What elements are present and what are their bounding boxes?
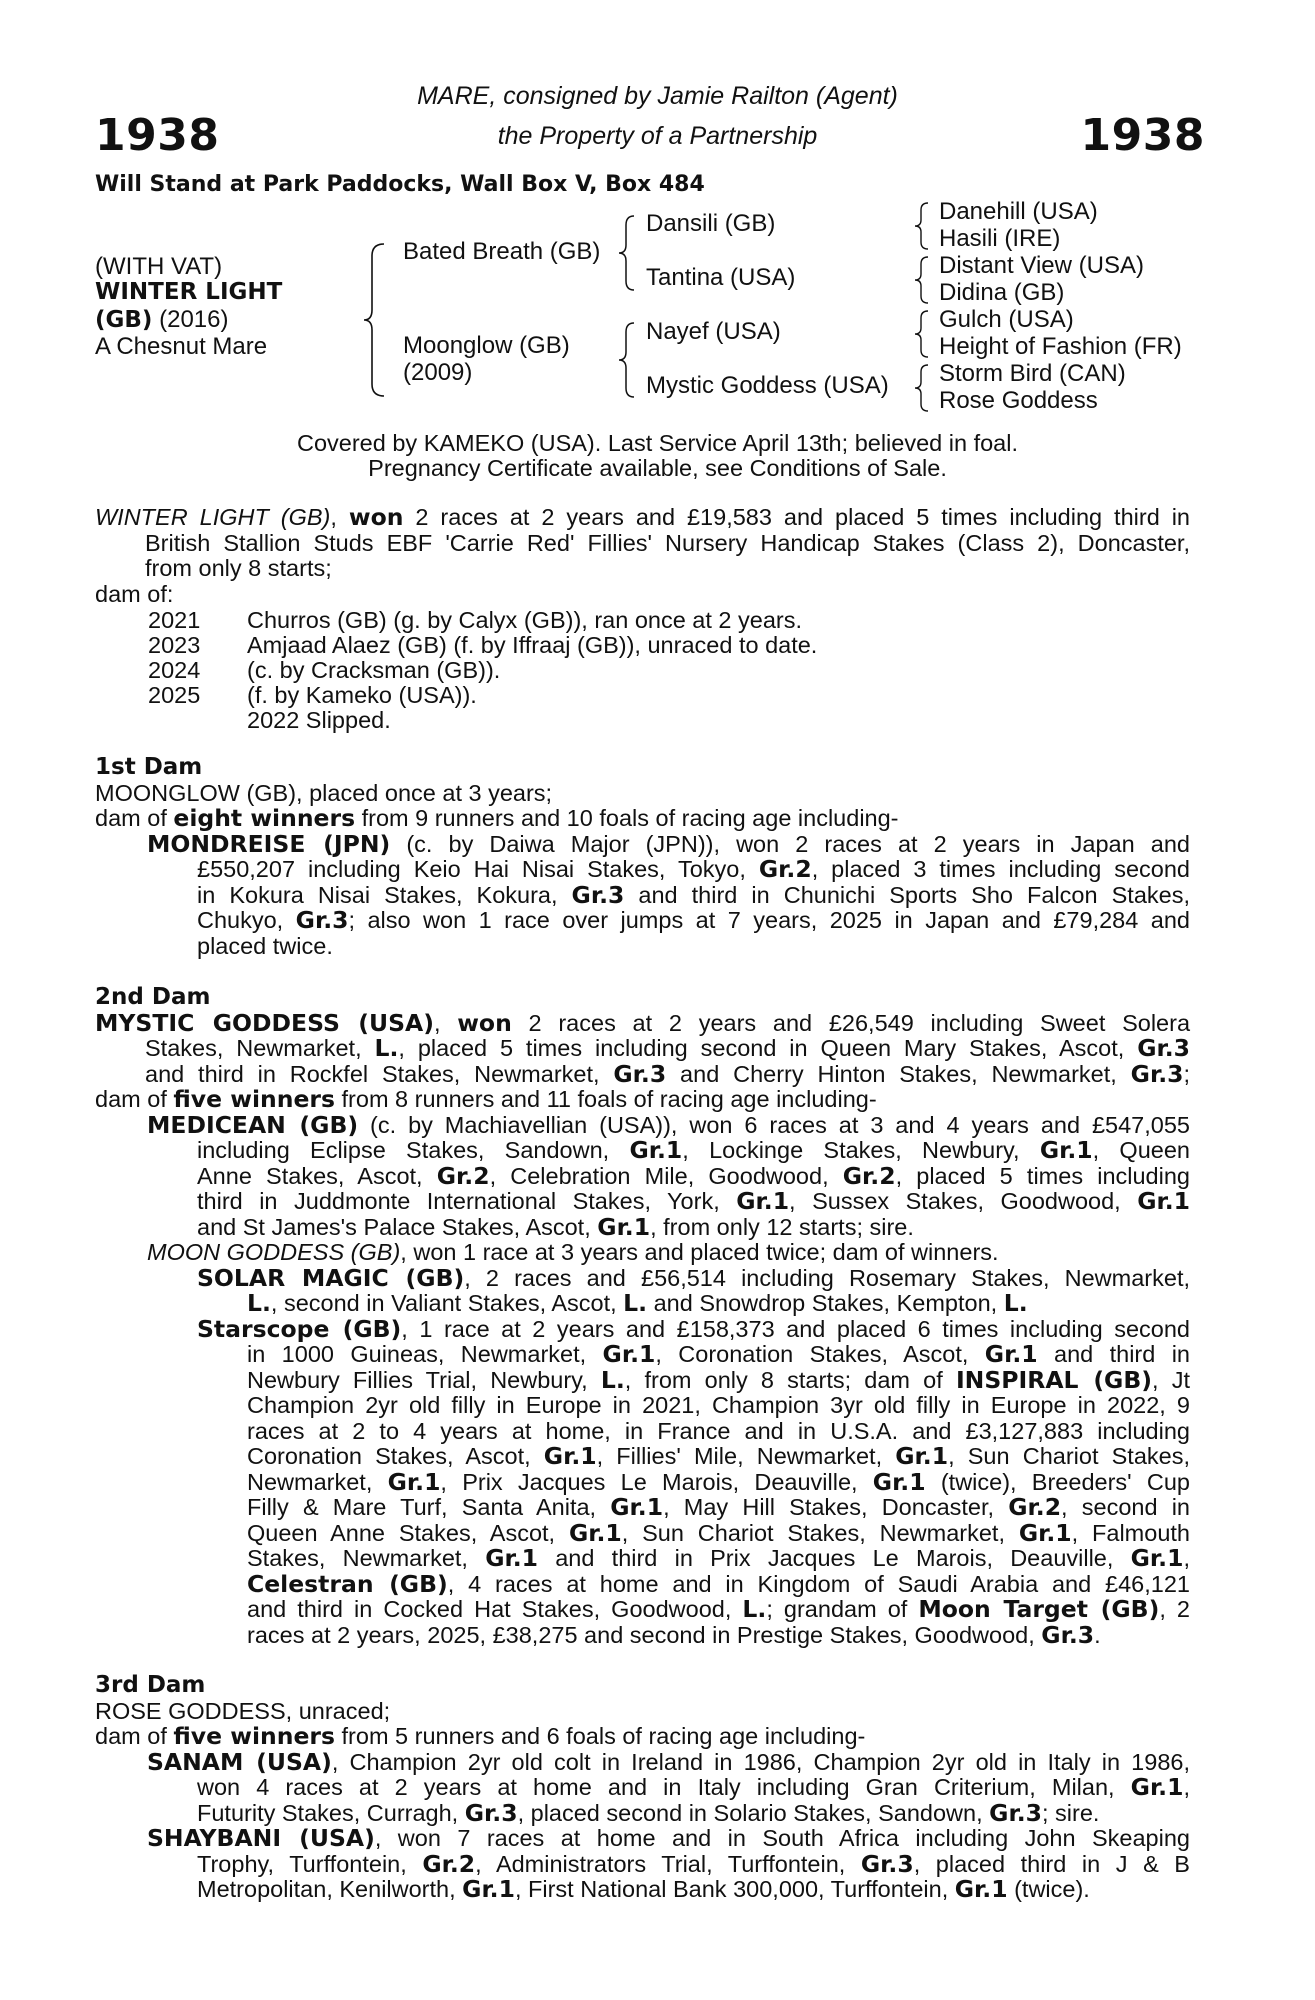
progeny-name: MOON GODDESS (GB) — [147, 1239, 401, 1265]
dam-dam: Mystic Goddess (USA) — [646, 372, 889, 399]
progeny-text: won 4 races at 2 years at home and in Italy including Gran Criterium, Milan, — [197, 1774, 1131, 1800]
progeny-text: in 1000 Guineas, Newmarket, — [247, 1341, 603, 1367]
dam-of-pre: dam of — [95, 1723, 174, 1749]
grade: Gr.1 — [485, 1544, 538, 1572]
progeny-text: and third in Cocked Hat Stakes, Goodwood, — [247, 1596, 743, 1622]
progeny-text: , Administrators Trial, Turffontein, — [475, 1850, 861, 1877]
grade: Gr.2 — [842, 1161, 896, 1190]
progeny-text: Chukyo, — [197, 907, 296, 933]
gen3-distant-view: Distant View (USA) — [939, 252, 1144, 279]
progeny-text: , Sun Chariot Stakes, — [948, 1443, 1190, 1469]
progeny-text: £550,207 including Keio Hai Nisai Stakes, Tokyo, — [197, 856, 759, 882]
vat-note: (WITH VAT) — [95, 253, 223, 280]
progeny-text: , won 1 race at 3 years and placed twice; dam of winners. — [400, 1239, 999, 1265]
grade: Gr.3 — [295, 906, 349, 934]
intro-name: WINTER LIGHT (GB) — [95, 504, 331, 530]
gen3-didina: Didina (GB) — [939, 279, 1065, 306]
progeny-text: , Queen — [1092, 1137, 1190, 1163]
progeny-text: Futurity Stakes, Curragh, — [197, 1799, 465, 1826]
progeny-text: races at 2 to 4 years at home, in France and in U.S.A. and £3,127,883 including — [247, 1417, 1190, 1444]
grade: Gr.1 — [543, 1442, 597, 1470]
pedigree-brace-sire — [614, 213, 640, 293]
progeny-text: , Sun Chariot Stakes, Newmarket, — [621, 1519, 1019, 1546]
gen3-gulch: Gulch (USA) — [939, 306, 1074, 333]
foal-text: Churros (GB) (g. by Calyx (GB)), ran once at 2 years. — [247, 607, 803, 633]
progeny-text: Metropolitan, Kenilworth, — [197, 1876, 463, 1902]
third-dam-line1: ROSE GODDESS, unraced; — [95, 1697, 391, 1724]
progeny-text: , 1 race at 2 years and £158,373 and placed 6 times including second — [401, 1315, 1190, 1342]
dam-year: (2009) — [403, 359, 473, 386]
progeny-text: , won 7 races at home and in South Africa including John Skeaping — [374, 1825, 1190, 1851]
grade: Gr.1 — [610, 1493, 664, 1521]
grade: Gr.1 — [602, 1340, 656, 1368]
won-label: won — [457, 1008, 512, 1037]
foal-text: (f. by Kameko (USA)). — [247, 682, 477, 708]
progeny-text: and St James's Palace Stakes, Ascot, — [197, 1213, 598, 1240]
grade: L. — [742, 1595, 767, 1623]
progeny-name: Starscope (GB) — [197, 1314, 402, 1343]
grade: Gr.1 — [387, 1467, 441, 1496]
progeny-text: , from only 8 starts; dam of — [624, 1366, 956, 1393]
dam-of-post: from 9 runners and 10 foals of racing age including- — [355, 805, 899, 831]
progeny-name: MONDREISE (JPN) — [147, 829, 391, 858]
progeny-text: Stakes, Newmarket, — [247, 1545, 486, 1571]
grade: Gr.1 — [872, 1467, 926, 1496]
progeny-text: placed twice. — [197, 932, 333, 959]
progeny-text: , Lockinge Stakes, Newbury, — [682, 1137, 1040, 1163]
grade: Gr.1 — [895, 1442, 949, 1470]
pedigree-brace-main — [360, 240, 390, 400]
progeny-text: Trophy, Turffontein, — [197, 1850, 423, 1877]
progeny-name: SANAM (USA) — [147, 1747, 332, 1776]
progeny-text: third in Juddmonte International Stakes, York, — [197, 1188, 737, 1214]
progeny-text: ; sire. — [1041, 1799, 1100, 1826]
dam-text: , placed 5 times including second in Queen Mary Stakes, Ascot, — [398, 1035, 1138, 1061]
progeny-name: INSPIRAL (GB) — [955, 1365, 1152, 1394]
dam-text: ; — [1183, 1060, 1191, 1087]
progeny-text: Anne Stakes, Ascot, — [197, 1162, 437, 1189]
progeny-text: Filly & Mare Turf, Santa Anita, — [247, 1494, 611, 1520]
progeny-text: , — [1183, 1774, 1190, 1800]
progeny-text: , Fillies' Mile, Newmarket, — [596, 1443, 896, 1469]
progeny-name: Moon Target (GB) — [918, 1595, 1160, 1623]
property-line: the Property of a Partnership — [497, 122, 818, 150]
progeny-text: and third in Prix Jacques Le Marois, Deauville, — [538, 1545, 1131, 1571]
foal-year: 2025 — [148, 682, 201, 708]
grade: Gr.3 — [989, 1798, 1042, 1827]
grade: Gr.1 — [597, 1212, 651, 1241]
grade: Gr.3 — [464, 1798, 518, 1827]
foal-text: (c. by Cracksman (GB)). — [247, 657, 501, 683]
horse-country: (GB) — [95, 307, 153, 333]
grade: Gr.3 — [1137, 1034, 1190, 1062]
first-dam-section — [95, 755, 1190, 959]
foal-year: 2023 — [148, 632, 201, 658]
progeny-text: , Coronation Stakes, Ascot, — [655, 1341, 985, 1367]
grade: Gr.1 — [1130, 1544, 1184, 1572]
grade: Gr.3 — [1130, 1059, 1184, 1088]
grade: Gr.1 — [629, 1136, 683, 1164]
progeny-name: MEDICEAN (GB) — [147, 1110, 359, 1139]
progeny-text: (twice). — [1007, 1876, 1090, 1902]
grade: L. — [247, 1289, 271, 1317]
sire-sire: Dansili (GB) — [646, 210, 776, 237]
grade: Gr.1 — [1039, 1136, 1093, 1164]
dam-of-bold: five winners — [173, 1722, 335, 1750]
horse-description: A Chesnut Mare — [95, 333, 268, 360]
grade: L. — [374, 1034, 399, 1062]
progeny-text: , placed 3 times including second — [811, 856, 1191, 882]
consignment-line: MARE, consigned by Jamie Railton (Agent) — [417, 82, 898, 110]
lot-number-right: 1938 — [1080, 110, 1205, 161]
grade: Gr.1 — [462, 1875, 515, 1903]
progeny-text: and third in — [1037, 1341, 1190, 1367]
progeny-text: Newmarket, — [247, 1468, 388, 1495]
grade: Gr.3 — [571, 880, 625, 909]
dam-text: and third in Rockfel Stakes, Newmarket, — [145, 1060, 614, 1087]
grade: Gr.3 — [613, 1059, 667, 1088]
dam-of-bold: eight winners — [173, 804, 356, 832]
stand-location: Will Stand at Park Paddocks, Wall Box V, Box 484 — [95, 172, 705, 197]
gen3-danehill: Danehill (USA) — [939, 198, 1098, 225]
progeny-text: (c. by Machiavellian (USA)), won 6 races at 3 and 4 years and £547,055 — [358, 1111, 1190, 1138]
pedigree-brace-dam — [614, 320, 640, 400]
gen3-hasili: Hasili (IRE) — [939, 225, 1061, 252]
progeny-text: in Kokura Nisai Stakes, Kokura, — [197, 881, 572, 908]
progeny-text: , placed second in Solario Stakes, Sandown, — [517, 1799, 990, 1826]
progeny-text: , 4 races at home and in Kingdom of Saudi Arabia and £46,121 — [447, 1570, 1190, 1597]
lot-number-left: 1938 — [95, 110, 220, 161]
progeny-text: and third in Chunichi Sports Sho Falcon Stakes, — [624, 881, 1190, 908]
progeny-text: . — [1094, 1621, 1101, 1648]
progeny-text: and Snowdrop Stakes, Kempton, — [647, 1290, 1004, 1316]
progeny-text: , Falmouth — [1071, 1519, 1190, 1546]
intro-won: won — [348, 503, 404, 531]
grade: Gr.1 — [984, 1340, 1038, 1368]
intro-line2: British Stallion Studs EBF 'Carrie Red' Fillies' Nursery Handicap Stakes (Class 2), Doncaster, — [145, 529, 1190, 556]
third-dam-section — [95, 1673, 1190, 1903]
progeny-text: (c. by Daiwa Major (JPN)), won 2 races at 2 years in Japan and — [390, 830, 1190, 857]
progeny-text: , 2 races and £56,514 including Rosemary Stakes, Newmarket, — [464, 1264, 1190, 1291]
horse-year: (2016) — [159, 306, 229, 333]
third-dam-heading: 3rd Dam — [95, 1672, 206, 1698]
progeny-name: Celestran (GB) — [247, 1569, 448, 1598]
progeny-text: , Sussex Stakes, Goodwood, — [789, 1188, 1138, 1214]
dam-of-pre: dam of — [95, 805, 174, 831]
progeny-text: (twice), Breeders' Cup — [925, 1468, 1190, 1495]
grade: Gr.1 — [1130, 1773, 1184, 1801]
progeny-text: including Eclipse Stakes, Sandown, — [197, 1137, 630, 1163]
sire-dam: Tantina (USA) — [646, 264, 796, 291]
foal-text: 2022 Slipped. — [247, 707, 391, 733]
horse-name: WINTER LIGHT — [95, 279, 283, 305]
progeny-text: , Celebration Mile, Goodwood, — [489, 1162, 843, 1189]
pedigree-brace-grand — [910, 200, 934, 420]
grade: Gr.1 — [736, 1187, 790, 1215]
grade: Gr.2 — [758, 855, 812, 883]
dam-text: Stakes, Newmarket, — [145, 1035, 375, 1061]
gen3-storm-bird: Storm Bird (CAN) — [939, 360, 1126, 387]
progeny-text: races at 2 years, 2025, £38,275 and second in Prestige Stakes, Goodwood, — [247, 1621, 1042, 1648]
progeny-text: ; also won 1 race over jumps at 7 years, 2025 in Japan and £79,284 and — [348, 907, 1190, 933]
progeny-text: , second in — [1061, 1494, 1190, 1520]
second-dam-section: 2nd Dam MYSTIC GODDESS (USA), won 2 races at 2 years and £26,549 including Sweet Solera Stakes, Newmarket, L., placed 5 times including second in Queen Mary Stakes, Ascot, Gr.3 and third in Rockfel Stakes, Newmarket, Gr.3 and Cherry Hinton Stakes, Newmarket, Gr.3; dam of five winners from 8 runners and 11 foals of racing age including- MEDICEAN (GB) (c. by Machiavellian (USA)), won 6 races at 3 and 4 years and £547,055 including Eclipse Stakes, Sandown, Gr.1, Lockinge Stakes, Newbury, Gr.1, Queen Anne Stakes, Ascot, Gr.2, Celebration Mile, Goodwood, Gr.2, placed 5 times including third in Juddmonte International Stakes, York, Gr.1, Sussex Stakes, Goodwood, Gr.1 and St James's Palace Stakes, Ascot, Gr.1, from only 12 starts; sire. MOON GODDESS (GB), won 1 race at 3 years and placed twice; dam of winners. SOLAR MAGIC (GB), 2 races and £56,514 including Rosemary Stakes, Newmarket, L., second in Valiant Stakes, Ascot, L. and Snowdrop Stakes, Kempton, L. Starscope (GB), 1 race at 2 years and £158,373 and placed 6 times including second in 1000 Guineas, Newmarket, Gr.1, Coronation Stakes, Ascot, Gr.1 and third in Newbury Fillies Trial, Newbury, L., from only 8 starts; dam of INSPIRAL (GB), Jt Champion 2yr old filly in Europe in 2021, Champion 3yr old filly in Europe in 2022, 9 races at 2 to 4 years at home, in France and in U.S.A. and £3,127,883 including Coronation Stakes, Ascot, Gr.1, Fillies' Mile, Newmarket, Gr.1, Sun Chariot Stakes, Newmarket, Gr.1, Prix Jacques Le Marois, Deauville, Gr.1 (twice), Breeders' Cup Filly & Mare Turf, Santa Anita, Gr.1, May Hill Stakes, Doncaster, Gr.2, second in Queen Anne Stakes, Ascot, Gr.1, Sun Chariot Stakes, Newmarket, Gr.1, Falmouth Stakes, Newmarket, Gr.1 and third in Prix Jacques Le Marois, Deauville, Gr.1, Celestran (GB), 4 races at home and in Kingdom of Saudi Arabia and £46,121 and third in Cocked Hat Stakes, Goodwood, L.; grandam of Moon Target (GB), 2 races at 2 years, 2025, £38,275 and second in Prestige Stakes, Goodwood, Gr.3. — [95, 984, 1191, 1649]
grade: Gr.3 — [860, 1849, 914, 1878]
intro-line3: from only 8 starts; — [145, 555, 332, 581]
gen3-height-of-fashion: Height of Fashion (FR) — [939, 333, 1182, 360]
grade: Gr.2 — [1008, 1493, 1062, 1521]
dam-of-label: dam of: — [95, 580, 174, 607]
progeny-text: , from only 12 starts; sire. — [650, 1213, 914, 1240]
progeny-text: Champion 2yr old filly in Europe in 2021, Champion 3yr old filly in Europe in 2022, 9 — [247, 1392, 1190, 1418]
grade: Gr.1 — [1137, 1187, 1190, 1215]
progeny-text: Coronation Stakes, Ascot, — [247, 1443, 544, 1469]
horse-country-year — [95, 306, 228, 334]
grade: Gr.3 — [1041, 1620, 1095, 1649]
progeny-name: SOLAR MAGIC (GB) — [197, 1263, 465, 1292]
progeny-text: , Champion 2yr old colt in Ireland in 1986, Champion 2yr old in Italy in 1986, — [331, 1748, 1190, 1775]
dam-of-pre: dam of — [95, 1086, 174, 1112]
produce-intro: WINTER LIGHT (GB), won 2 races at 2 years and £19,583 and placed 5 times including third in British Stallion Studs EBF 'Carrie Red' Fillies' Nursery Handicap Stakes (Class 2), Doncaster, from only 8 starts; dam of: — [95, 503, 1191, 607]
first-dam-line1: MOONGLOW (GB), placed once at 3 years; — [95, 779, 553, 806]
dam-of-post: from 5 runners and 6 foals of racing age including- — [334, 1723, 866, 1749]
dam-of-post: from 8 runners and 11 foals of racing age including- — [334, 1086, 877, 1112]
progeny-text: , Jt — [1152, 1366, 1190, 1393]
dam: Moonglow (GB) — [403, 332, 570, 359]
progeny-text: Queen Anne Stakes, Ascot, — [247, 1519, 569, 1546]
gen3-rose-goddess: Rose Goddess — [939, 387, 1098, 414]
progeny-text: Newbury Fillies Trial, Newbury, — [247, 1366, 601, 1393]
progeny-text: , second in Valiant Stakes, Ascot, — [270, 1290, 624, 1316]
foal-year: 2021 — [148, 607, 201, 633]
progeny-text: , Prix Jacques Le Marois, Deauville, — [440, 1468, 873, 1495]
first-dam-heading: 1st Dam — [95, 754, 203, 780]
foal-year: 2024 — [148, 657, 201, 683]
dam-of-bold: five winners — [173, 1085, 335, 1113]
intro-rest: 2 races at 2 years and £19,583 and placed 5 times including third in — [403, 504, 1191, 530]
foal-text: Amjaad Alaez (GB) (f. by Iffraaj (GB)), unraced to date. — [247, 632, 818, 658]
second-dam-heading: 2nd Dam — [95, 984, 211, 1010]
progeny-name: SHAYBANI (USA) — [147, 1824, 375, 1852]
progeny-text: ; grandam of — [766, 1596, 919, 1622]
grade: Gr.1 — [954, 1875, 1008, 1903]
progeny-text: , placed third in J & B — [913, 1850, 1190, 1877]
grade: Gr.2 — [436, 1161, 490, 1190]
grade: L. — [600, 1365, 625, 1394]
grade: L. — [1003, 1289, 1028, 1317]
grade: Gr.1 — [568, 1518, 622, 1547]
pregnancy-line: Pregnancy Certificate available, see Conditions of Sale. — [368, 455, 947, 481]
dam-text: and Cherry Hinton Stakes, Newmarket, — [666, 1060, 1131, 1087]
covered-line: Covered by KAMEKO (USA). Last Service April 13th; believed in foal. — [297, 430, 1018, 456]
sire: Bated Breath (GB) — [403, 238, 601, 265]
progeny-text: , — [1183, 1545, 1190, 1571]
second-dam-name: MYSTIC GODDESS (USA) — [95, 1008, 434, 1037]
progeny-text: , First National Bank 300,000, Turffontein, — [514, 1876, 955, 1902]
grade: Gr.1 — [1018, 1518, 1072, 1547]
dam-text: 2 races at 2 years and £26,549 including Sweet Solera — [511, 1009, 1191, 1036]
progeny-text: , placed 5 times including — [895, 1162, 1190, 1189]
grade: L. — [623, 1289, 648, 1317]
progeny-text: , May Hill Stakes, Doncaster, — [663, 1494, 1009, 1520]
progeny-text: , 2 — [1159, 1596, 1190, 1622]
grade: Gr.2 — [422, 1849, 476, 1878]
dam-sire: Nayef (USA) — [646, 318, 781, 345]
